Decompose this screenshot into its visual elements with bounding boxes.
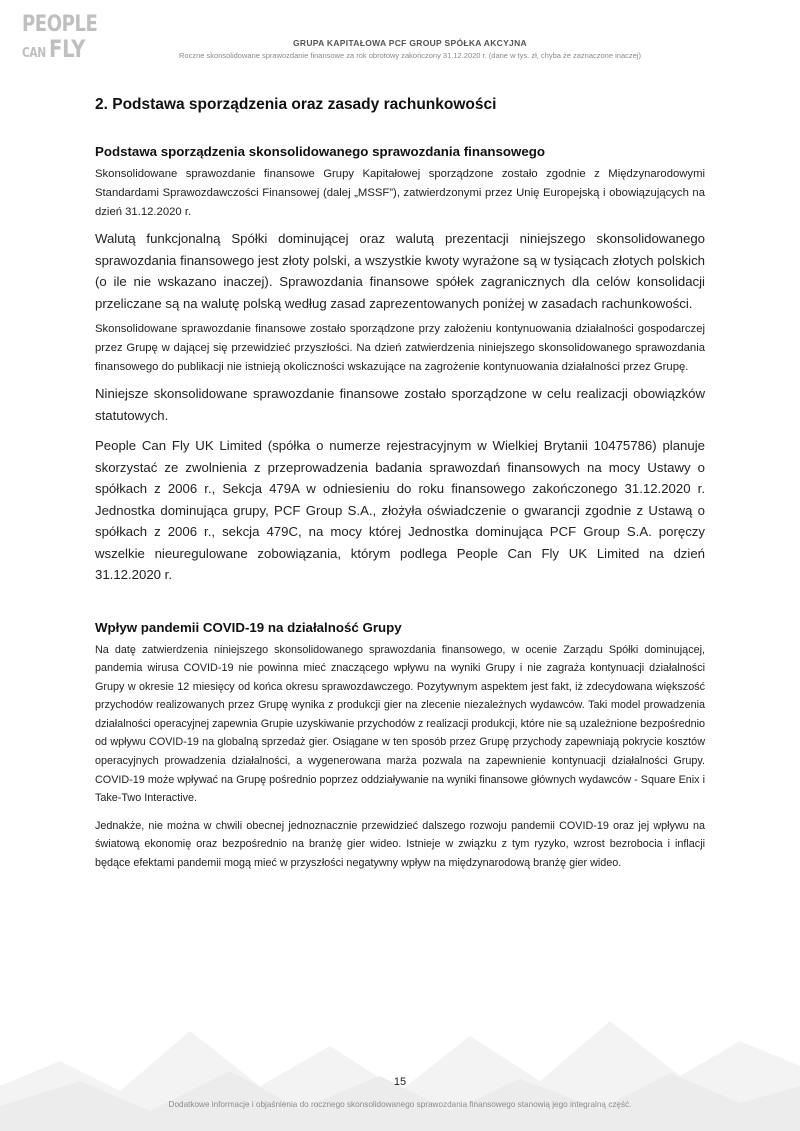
basis-paragraph-1: Skonsolidowane sprawozdanie finansowe Grupy Kapitałowej sporządzone zostało zgodnie z Międzynarodowymi Standardami Sprawozdawczości Finansowej (dalej „MSSF”), zatwierdzonymi przez Unię Europejską i obowiązujących na dzień 31.12.2020 r. xyxy=(95,168,705,218)
page-number: 15 xyxy=(393,1076,407,1088)
logo-fly: FLY xyxy=(49,35,85,63)
covid-paragraph-2: Jednakże, nie można w chwili obecnej jednoznacznie przewidzieć dalszego rozwoju pandemii COVID-19 oraz jej wpływu na światową ekonomię oraz bezpośrednio na branżę gier wideo. Istnieje w związku z tym ryzyko, wzrost bezrobocia i inflacji będące efektami pandemii mogą mieć w przyszłości negatywny wpływ na międzynarodową branżę gier wideo. xyxy=(95,819,705,870)
company-name: GRUPA KAPITAŁOWA PCF GROUP SPÓŁKA AKCYJNA xyxy=(293,38,527,48)
document-body xyxy=(95,96,705,873)
page-header xyxy=(110,38,710,60)
covid-paragraph-1: Na datę zatwierdzenia niniejszego skonsolidowanego sprawozdania finansowego, w ocenie Zarządu Spółki dominującej, pandemia wirusa COVID-19 nie powinna mieć znaczącego wpływu na wyniki Grupy i nie zagraża kontynuacji działalności Grupy w okresie 12 miesięcy od końca okresu sprawozdawczego. Pozytywnym aspektem jest fakt, iż zdecydowana większość przychodów realizowanych przez Grupę wynika z produkcji gier na zlecenie niezależnych wydawców. Taki model prowadzenia działalności operacyjnej zapewnia Grupie uzyskiwanie przychodów z realizacji produkcji, które nie są uzależnione bezpośrednio od wpływu COVID-19 na globalną sprzedaż gier. Osiągane w ten sposób przez Grupę przychody zapewniają pokrycie kosztów operacyjnych prowadzenia działalności, a wygenerowana marża pozwala na zapewnienie kontynuacji działalności Grupy. COVID-19 może wpływać na Grupę pośrednio poprzez oddziaływanie na wyniki finansowe głównych wydawców - Square Enix i Take-Two Interactive. xyxy=(95,643,705,805)
covid-section xyxy=(95,620,705,873)
covid-heading: Wpływ pandemii COVID-19 na działalność Grupy xyxy=(95,619,402,635)
footer-note: Dodatkowe informacje i objaśnienia do rocznego skonsolidowanego sprawozdania finansowego stanowią jego integralną część. xyxy=(168,1100,632,1109)
basis-paragraph-5: People Can Fly UK Limited (spółka o numerze rejestracyjnym w Wielkiej Brytanii 10475786) planuje skorzystać ze zwolnienia z przeprowadzenia badania sprawozdań finansowych na mocy Ustawy o spółkach z 2006 r., Sekcja 479A w odniesieniu do roku finansowego zakończonego 31.12.2020 r. Jednostka dominująca grupy, PCF Group S.A., złożyła oświadczenie o gwarancji zgodnie z Ustawą o spółkach z 2006 r., sekcja 479C, na mocy której Jednostka dominująca PCF Group S.A. poręczy wszelkie nieuregulowane zobowiązania, którym podlega People Can Fly UK Limited na dzień 31.12.2020 r. xyxy=(95,438,705,582)
section-title: 2. Podstawa sporządzenia oraz zasady rachunkowości xyxy=(95,96,497,113)
report-subtitle: Roczne skonsolidowane sprawozdanie finansowe za rok obrotowy zakończony 31.12.2020 r. (dane w tys. zł, chyba że zaznaczone inaczej) xyxy=(179,51,641,60)
basis-paragraph-3: Skonsolidowane sprawozdanie finansowe zostało sporządzone przy założeniu kontynuowania działalności gospodarczej przez Grupę w dającej się przewidzieć przyszłości. Na dzień zatwierdzenia niniejszego skonsolidowanego sprawozdania finansowego do publikacji nie istnieją okoliczności wskazujące na zagrożenie kontynuowania działalności przez Grupę. xyxy=(95,323,705,373)
basis-paragraph-2: Walutą funkcjonalną Spółki dominującej oraz walutą prezentacji niniejszego skonsolidowanego sprawozdania finansowego jest złoty polski, a wszystkie kwoty wyrażone są w tysiącach złotych polskich (o ile nie wskazano inaczej). Sprawozdania finansowe spółek zagranicznych dla celów konsolidacji przeliczane są na walutę polską według zasad zaprezentowanych poniżej w zasadach rachunkowości. xyxy=(95,231,705,311)
company-logo xyxy=(22,12,98,74)
logo-line-1: PEOPLE xyxy=(22,12,98,37)
basis-heading: Podstawa sporządzenia skonsolidowanego sprawozdania finansowego xyxy=(95,144,545,159)
logo-can: CAN xyxy=(22,46,46,61)
basis-paragraph-4: Niniejsze skonsolidowane sprawozdanie finansowe zostało sporządzone w celu realizacji obowiązków statutowych. xyxy=(95,386,705,423)
logo-line-2 xyxy=(22,35,85,63)
mountain-decoration xyxy=(0,991,800,1131)
